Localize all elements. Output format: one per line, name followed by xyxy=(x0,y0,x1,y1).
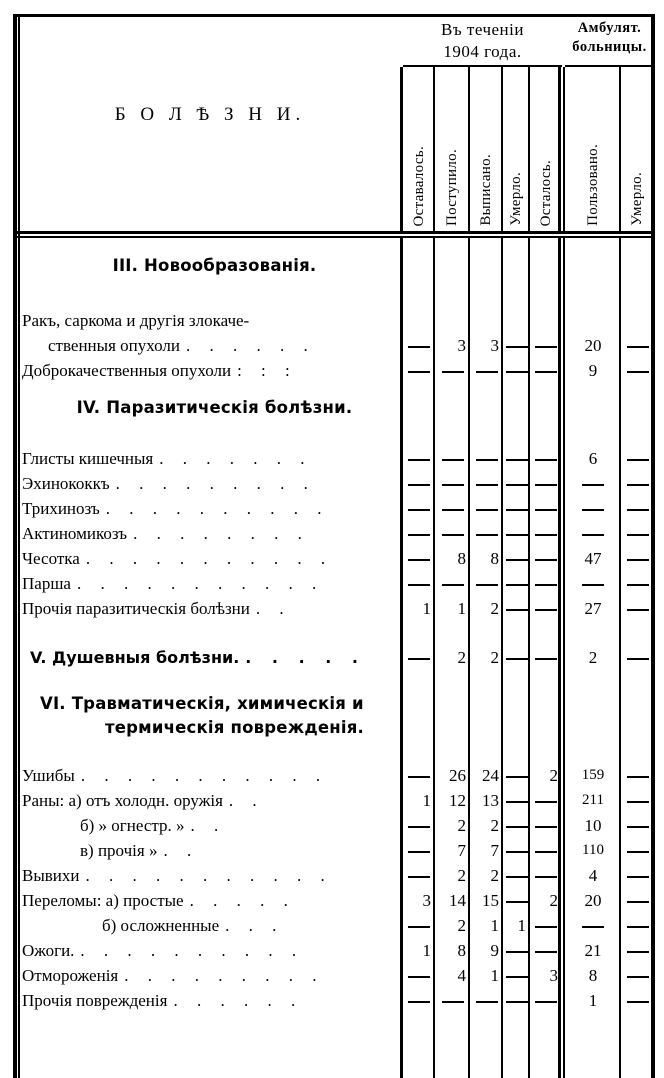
cell-polzovano: 20 xyxy=(584,336,602,355)
cell-postupilo: 7 xyxy=(457,841,466,860)
cell-ostalos xyxy=(530,838,562,863)
cell-ostalos xyxy=(530,333,562,358)
row-label xyxy=(22,913,402,938)
cell-ostalos xyxy=(530,521,562,546)
table-row-rak xyxy=(13,333,655,358)
cell-ostavalos xyxy=(403,446,435,471)
cell-polzovano: 4 xyxy=(588,866,598,885)
cell-ostavalos: 1 xyxy=(422,599,431,618)
cell-ostavalos: 3 xyxy=(422,891,431,910)
cell-postupilo xyxy=(435,496,470,521)
cell-polzovano xyxy=(565,913,621,938)
cell-umerlo xyxy=(503,838,530,863)
table-row-otmorozheniya xyxy=(13,963,655,988)
section-heading-iv: IV. Паразитическія болѣзни. xyxy=(76,398,353,417)
cell-ostavalos: 1 xyxy=(422,941,431,960)
row-label xyxy=(22,788,402,813)
cell-ostavalos xyxy=(403,913,435,938)
cell-vypisano: 7 xyxy=(490,841,499,860)
cell-polzovano: 6 xyxy=(588,449,598,468)
section-heading-vi-line1: VI. Травматическія, химическія и xyxy=(40,694,364,713)
row-label-text: Эхинококкъ xyxy=(22,474,110,493)
header-bottom-rule-upper xyxy=(13,231,655,234)
cell-vypisano: 1 xyxy=(490,916,499,935)
column-header-polzovano: Пользовано. xyxy=(584,144,601,226)
cell-vypisano xyxy=(470,496,503,521)
cell-polzovano xyxy=(565,521,621,546)
row-label xyxy=(22,888,402,913)
cell-umerlo-ambul xyxy=(621,813,654,838)
cell-ostalos xyxy=(530,571,562,596)
cell-postupilo: 2 xyxy=(457,916,466,935)
cell-umerlo-ambul xyxy=(621,988,654,1013)
cell-polzovano: 2 xyxy=(588,648,598,667)
row-label-text: б) » огнестр. » xyxy=(80,816,185,835)
cell-umerlo-ambul xyxy=(621,471,654,496)
column-header-umerlo-hospital: Умерло. xyxy=(508,172,524,226)
cell-ostalos: 3 xyxy=(549,966,558,985)
cell-ostavalos xyxy=(403,863,435,888)
row-label xyxy=(22,838,402,863)
table-row-rany-a xyxy=(13,788,655,813)
cell-umerlo xyxy=(503,813,530,838)
cell-vypisano: 24 xyxy=(482,766,499,785)
table-row-rak-line1 xyxy=(13,308,655,333)
row-leaders: . . . . . . . . . . xyxy=(80,941,304,960)
cell-umerlo xyxy=(503,521,530,546)
cell-umerlo-ambul xyxy=(621,496,654,521)
cell-vypisano: 2 xyxy=(490,816,499,835)
cell-polzovano: 47 xyxy=(584,549,602,568)
column-header-postupilo: Поступило. xyxy=(444,148,460,226)
cell-vypisano: 13 xyxy=(482,791,499,810)
cell-ostavalos xyxy=(403,358,435,383)
section-heading-vi-line2: термическія поврежденія. xyxy=(105,718,364,737)
cell-vypisano xyxy=(470,446,503,471)
rule-header-1 xyxy=(433,67,435,233)
table-row-ekhinokokk xyxy=(13,471,655,496)
cell-postupilo: 2 xyxy=(457,816,466,835)
cell-umerlo xyxy=(503,788,530,813)
cell-vypisano: 2 xyxy=(490,648,499,667)
column-group-hospital-line1: Въ теченіи xyxy=(441,20,524,39)
cell-ostavalos xyxy=(403,813,435,838)
cell-ostavalos xyxy=(403,521,435,546)
row-leaders: . . xyxy=(163,841,199,860)
cell-vypisano xyxy=(470,571,503,596)
row-label-text: Отмороженія xyxy=(22,966,119,985)
cell-ostavalos xyxy=(403,571,435,596)
cell-umerlo xyxy=(503,963,530,988)
cell-vypisano: 2 xyxy=(490,599,499,618)
cell-polzovano: 1 xyxy=(588,991,598,1010)
cell-ostavalos xyxy=(403,963,435,988)
table-row-dobrokachestvennyya xyxy=(13,358,655,383)
row-leaders: . . . . . . . . . . . xyxy=(85,866,333,885)
cell-ostavalos xyxy=(403,763,435,788)
row-label xyxy=(22,596,402,621)
cell-ostalos xyxy=(530,988,562,1013)
table-row-prochiya-povrezhdeniya xyxy=(13,988,655,1013)
cell-umerlo-ambul xyxy=(621,838,654,863)
cell-ostalos: 2 xyxy=(549,766,558,785)
row-label xyxy=(22,358,402,383)
column-group-ambulatory-line2: больницы. xyxy=(572,39,647,55)
column-group-hospital-underline xyxy=(403,65,562,67)
table-row-perelomy-b xyxy=(13,913,655,938)
cell-umerlo xyxy=(503,358,530,383)
row-leaders: . . . xyxy=(225,916,284,935)
cell-umerlo-ambul xyxy=(621,913,654,938)
table-row-rany-v xyxy=(13,838,655,863)
cell-ostavalos xyxy=(403,496,435,521)
cell-umerlo-ambul xyxy=(621,763,654,788)
table-row-chesotka xyxy=(13,546,655,571)
cell-umerlo xyxy=(503,888,530,913)
cell-ostalos xyxy=(530,788,562,813)
cell-ostalos xyxy=(530,913,562,938)
rule-header-2 xyxy=(468,67,470,233)
row-leaders: . . xyxy=(228,791,265,810)
cell-ostalos xyxy=(530,446,562,471)
column-header-vypisano: Выписано. xyxy=(478,154,494,226)
cell-umerlo-ambul xyxy=(621,963,654,988)
cell-umerlo xyxy=(503,446,530,471)
table-row-ozhogi xyxy=(13,938,655,963)
column-header-ostavalos: Оставалось. xyxy=(410,145,427,226)
cell-polzovano xyxy=(565,496,621,521)
cell-postupilo xyxy=(435,471,470,496)
row-leaders: . . . . . xyxy=(245,648,366,667)
row-label-text: Переломы: а) простые xyxy=(22,891,184,910)
cell-polzovano: 110 xyxy=(582,842,604,858)
cell-ostalos xyxy=(530,813,562,838)
table-row-ushiby xyxy=(13,763,655,788)
row-label xyxy=(22,645,410,670)
row-label-text: Раны: а) отъ холодн. оружія xyxy=(22,791,223,810)
cell-umerlo-ambul xyxy=(621,358,654,383)
cell-polzovano: 159 xyxy=(581,767,605,783)
row-label-text: Актиномикозъ xyxy=(22,524,128,543)
table-row-dushevnyya-bolezni xyxy=(13,645,655,670)
cell-umerlo-ambul xyxy=(621,546,654,571)
cell-polzovano: 20 xyxy=(584,891,602,910)
table-row-rany-b xyxy=(13,813,655,838)
cell-polzovano: 27 xyxy=(584,599,602,618)
column-group-hospital xyxy=(403,19,562,63)
cell-umerlo-ambul xyxy=(621,446,654,471)
row-leaders: . . . . . . . . xyxy=(133,524,310,543)
row-leaders: . . . . . . . . . xyxy=(124,966,324,985)
row-leaders: . . . . . . . xyxy=(159,449,312,468)
row-label-text: Прочія паразитическія болѣзни xyxy=(22,599,250,618)
row-label xyxy=(22,988,402,1013)
table-body xyxy=(13,240,655,1078)
cell-umerlo xyxy=(503,596,530,621)
row-label-text: Трихинозъ xyxy=(22,499,100,518)
table-row-parsha xyxy=(13,571,655,596)
cell-umerlo xyxy=(503,938,530,963)
cell-postupilo: 8 xyxy=(457,941,466,960)
row-leaders: . . . . . . . . . . . xyxy=(76,574,324,593)
cell-polzovano xyxy=(565,471,621,496)
cell-vypisano: 1 xyxy=(490,966,499,985)
cell-vypisano: 8 xyxy=(490,549,499,568)
cell-postupilo: 12 xyxy=(449,791,466,810)
cell-postupilo: 4 xyxy=(457,966,466,985)
cell-vypisano: 9 xyxy=(490,941,499,960)
cell-umerlo-ambul xyxy=(621,333,654,358)
cell-umerlo xyxy=(503,571,530,596)
table-row-vyvikhi xyxy=(13,863,655,888)
row-label-rak-line1: Ракъ, саркома и другія злокаче- xyxy=(22,311,250,330)
cell-umerlo-ambul xyxy=(621,788,654,813)
cell-umerlo-ambul xyxy=(621,888,654,913)
cell-ostalos: 2 xyxy=(549,891,558,910)
row-leaders: . . xyxy=(255,599,292,618)
cell-umerlo xyxy=(503,546,530,571)
cell-polzovano: 9 xyxy=(588,361,598,380)
cell-postupilo: 3 xyxy=(457,336,466,355)
cell-vypisano: 15 xyxy=(482,891,499,910)
row-leaders: : : : xyxy=(237,361,298,380)
row-label xyxy=(22,863,402,888)
cell-umerlo xyxy=(503,645,530,670)
cell-vypisano: 2 xyxy=(490,866,499,885)
cell-ostavalos: 1 xyxy=(422,791,431,810)
cell-postupilo: 1 xyxy=(457,599,466,618)
cell-postupilo xyxy=(435,521,470,546)
cell-umerlo xyxy=(503,763,530,788)
cell-postupilo xyxy=(435,571,470,596)
cell-ostavalos xyxy=(403,838,435,863)
rule-header-3 xyxy=(501,67,503,233)
cell-polzovano xyxy=(565,571,621,596)
column-header-umerlo-ambulatory: Умерло. xyxy=(629,172,645,226)
cell-umerlo-ambul xyxy=(621,863,654,888)
cell-umerlo-ambul xyxy=(621,521,654,546)
row-leaders: . . . . . . xyxy=(173,991,303,1010)
row-label-text: Ушибы xyxy=(22,766,75,785)
cell-umerlo-ambul xyxy=(621,645,654,670)
column-group-ambulatory-line1: Амбулят. xyxy=(577,20,642,36)
row-label xyxy=(22,446,402,471)
cell-postupilo xyxy=(435,358,470,383)
row-label xyxy=(22,813,402,838)
cell-umerlo: 1 xyxy=(517,916,526,935)
cell-postupilo: 2 xyxy=(457,866,466,885)
table-row-trikhinoz xyxy=(13,496,655,521)
cell-postupilo: 14 xyxy=(449,891,466,910)
cell-polzovano: 21 xyxy=(584,941,602,960)
cell-umerlo xyxy=(503,333,530,358)
row-label-text: Доброкачественныя опухоли xyxy=(22,361,232,380)
row-label-text: Ожоги. xyxy=(22,941,75,960)
column-group-ambulatory-underline xyxy=(565,65,654,67)
table-row-perelomy-a xyxy=(13,888,655,913)
rule-header-0 xyxy=(400,67,403,233)
row-leaders: . . . . . xyxy=(189,891,296,910)
cell-postupilo: 8 xyxy=(457,549,466,568)
cell-postupilo: 2 xyxy=(457,648,466,667)
cell-ostalos xyxy=(530,938,562,963)
row-label xyxy=(22,571,402,596)
cell-postupilo xyxy=(435,988,470,1013)
row-leaders: . . . . . . xyxy=(185,336,316,355)
table-row-glisty xyxy=(13,446,655,471)
stub-column-header: Б О Л Ѣ З Н И. xyxy=(114,104,306,125)
cell-ostavalos xyxy=(403,471,435,496)
cell-ostavalos xyxy=(403,988,435,1013)
cell-polzovano: 8 xyxy=(588,966,598,985)
cell-ostalos xyxy=(530,496,562,521)
rule-header-4 xyxy=(528,67,530,233)
cell-umerlo-ambul xyxy=(621,571,654,596)
row-label-text: Глисты кишечныя xyxy=(22,449,154,468)
row-label xyxy=(22,938,402,963)
cell-ostalos xyxy=(530,645,562,670)
row-leaders: . . . . . . . . . xyxy=(115,474,316,493)
cell-vypisano: 3 xyxy=(490,336,499,355)
table-row-aktinomikoz xyxy=(13,521,655,546)
column-group-hospital-line2: 1904 года. xyxy=(443,42,522,61)
row-label-text: б) осложненные xyxy=(102,916,220,935)
row-label-text: V. Душевныя болѣзни. xyxy=(30,648,240,667)
row-leaders: . . . . . . . . . . . xyxy=(80,766,328,785)
column-header-ostalos: Осталось. xyxy=(537,159,554,226)
row-label xyxy=(22,763,402,788)
row-label-text: Чесотка xyxy=(22,549,80,568)
cell-umerlo xyxy=(503,863,530,888)
row-label-text: Парша xyxy=(22,574,71,593)
rule-header-5b xyxy=(563,67,565,233)
cell-polzovano: 211 xyxy=(582,792,604,808)
cell-ostavalos xyxy=(403,333,435,358)
row-label xyxy=(22,546,402,571)
cell-umerlo xyxy=(503,988,530,1013)
cell-umerlo-ambul xyxy=(621,596,654,621)
row-label-text: ственныя опухоли xyxy=(48,336,180,355)
rule-header-6 xyxy=(619,67,621,233)
row-leaders: . . . . . . . . . . xyxy=(105,499,329,518)
cell-umerlo-ambul xyxy=(621,938,654,963)
rule-header-5a xyxy=(558,67,561,233)
section-heading-iii: III. Новообразованія. xyxy=(112,256,317,275)
cell-postupilo xyxy=(435,446,470,471)
row-label-rak-line2 xyxy=(22,333,402,358)
row-leaders: . . xyxy=(190,816,226,835)
row-label xyxy=(22,471,402,496)
cell-ostavalos xyxy=(403,546,435,571)
cell-vypisano xyxy=(470,521,503,546)
cell-polzovano: 10 xyxy=(584,816,602,835)
column-group-ambulatory xyxy=(565,19,654,57)
row-label xyxy=(22,521,402,546)
row-leaders: . . . . . . . . . . . xyxy=(85,549,333,568)
row-label xyxy=(22,496,402,521)
cell-vypisano xyxy=(470,471,503,496)
table-row-prochiya-parazit xyxy=(13,596,655,621)
cell-postupilo: 26 xyxy=(449,766,466,785)
row-label-text: в) прочія » xyxy=(80,841,158,860)
cell-ostalos xyxy=(530,596,562,621)
cell-umerlo xyxy=(503,496,530,521)
cell-umerlo xyxy=(503,471,530,496)
cell-ostalos xyxy=(530,471,562,496)
cell-ostalos xyxy=(530,546,562,571)
cell-ostalos xyxy=(530,358,562,383)
cell-vypisano xyxy=(470,358,503,383)
cell-ostavalos xyxy=(403,645,435,670)
cell-vypisano xyxy=(470,988,503,1013)
cell-ostalos xyxy=(530,863,562,888)
row-label xyxy=(22,963,402,988)
row-label-text: Прочія поврежденія xyxy=(22,991,168,1010)
row-label-text: Вывихи xyxy=(22,866,80,885)
